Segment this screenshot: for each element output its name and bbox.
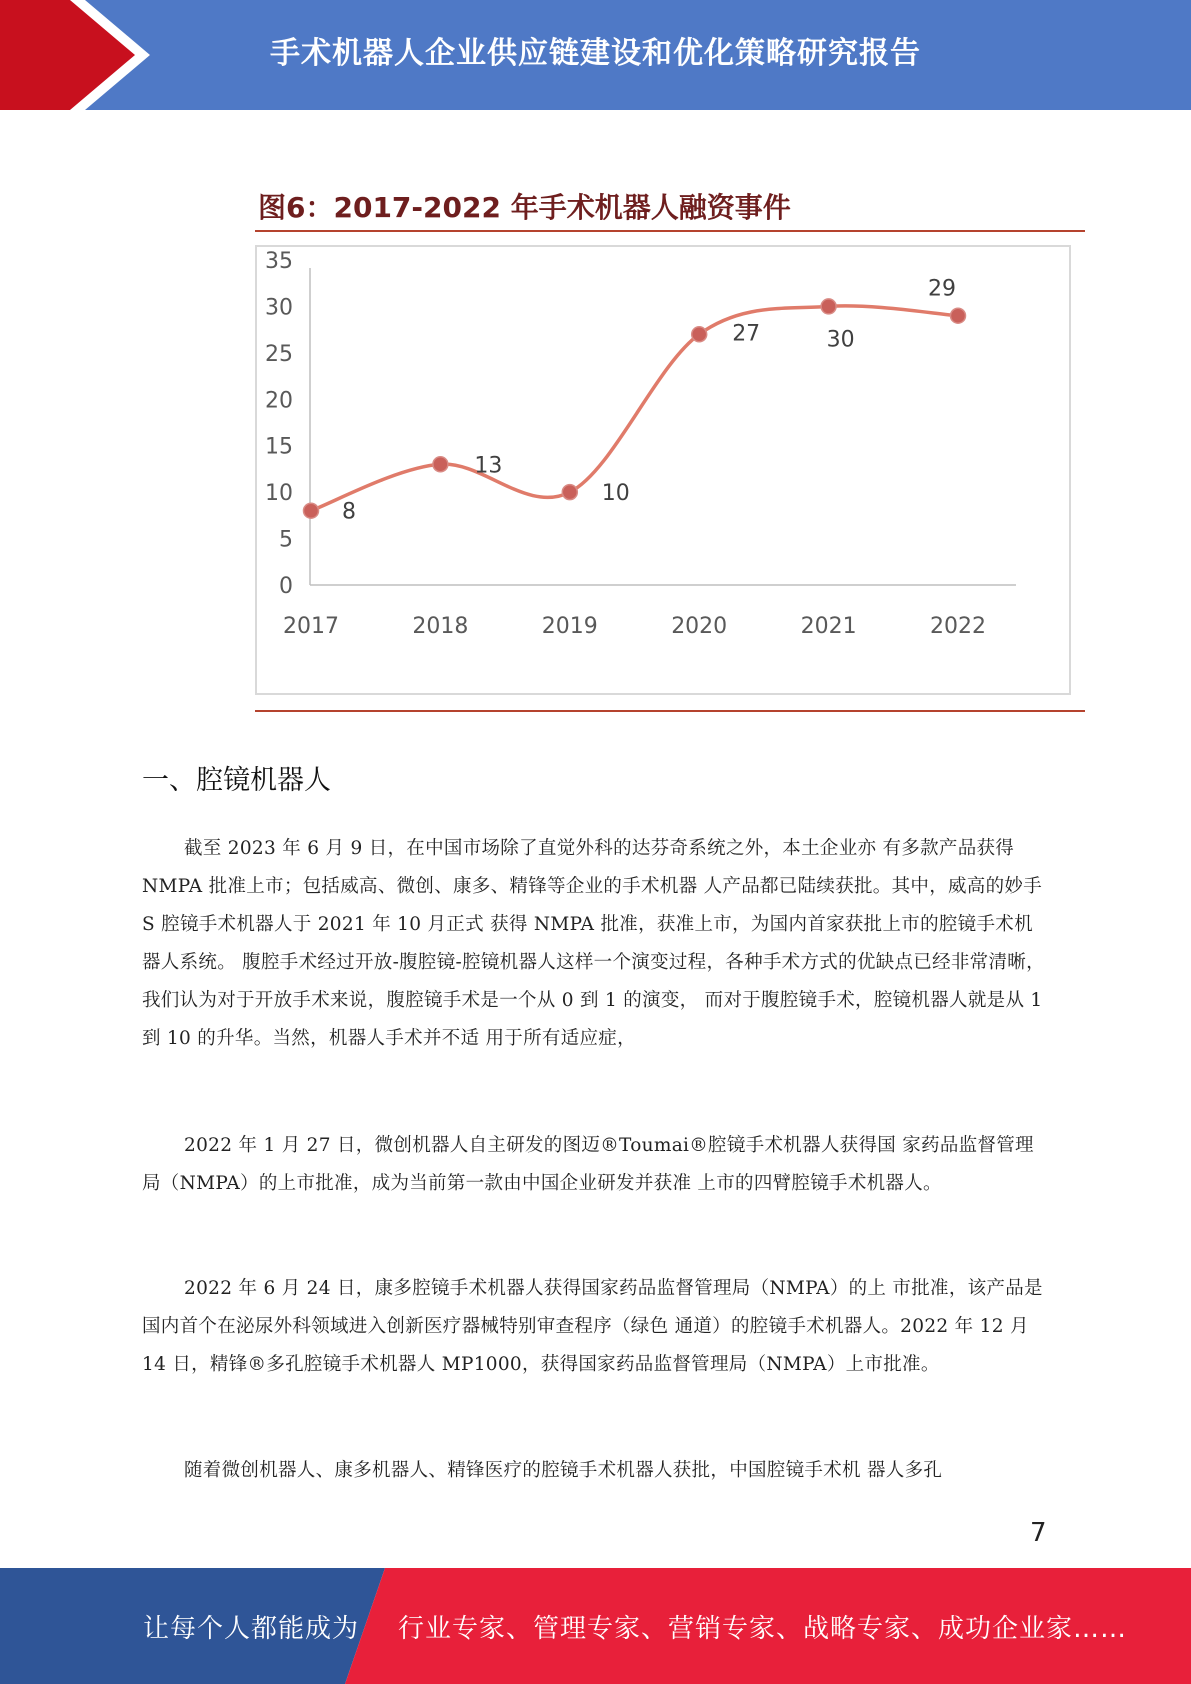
header-chevron-shape bbox=[0, 0, 170, 110]
paragraph-4: 随着微创机器人、康多机器人、精锋医疗的腔镜手术机器人获批，中国腔镜手术机 器人多孔 bbox=[184, 1460, 943, 1481]
data-label: 27 bbox=[732, 321, 761, 347]
x-tick-label: 2018 bbox=[412, 614, 469, 639]
x-tick-label: 2020 bbox=[671, 614, 728, 639]
figure-title: 图6：2017-2022 年手术机器人融资事件 bbox=[258, 191, 791, 224]
line-chart bbox=[257, 247, 1069, 693]
figure-bottom-rule bbox=[255, 710, 1085, 712]
section-title: 一、腔镜机器人 bbox=[142, 765, 331, 796]
data-label: 8 bbox=[342, 499, 356, 525]
paragraph-1: 截至 2023 年 6 月 9 日，在中国市场除了直觉外科的达芬奇系统之外，本土企业亦 有多款产品获得 NMPA 批准上市；包括威高、微创、康多、精锋等企业的手术机器 人产品都已陆续获批。其中，威高的妙手 S 腔镜手术机器人于 2021 年 10 月正式 获得 NMPA 批准，获准上市，为国内首家获批上市的腔镜手术机器人系统。 腹腔手术经过开放-腹腔镜-腔镜机器人这样一个演变过程，各种手术方式的优缺点已经非常清晰，我们认为对于开放手术来说，腹腔镜手术是一个从 0 到 1 的演变， 而对于腹腔镜手术，腔镜机器人就是从 1 到 10 的升华。当然，机器人手术并不适 用于所有适应症， bbox=[142, 838, 1045, 1049]
data-point bbox=[304, 503, 319, 518]
y-tick-label: 10 bbox=[265, 481, 293, 507]
paragraph-2: 2022 年 1 月 27 日，微创机器人自主研发的图迈®Toumai®腔镜手术机器人获得国 家药品监督管理局（NMPA）的上市批准，成为当前第一款由中国企业研发并获准 上市的四臂腔镜手术机器人。 bbox=[142, 1135, 1034, 1194]
footer-slogan-left: 让每个人都能成为 bbox=[143, 1614, 360, 1644]
data-point bbox=[821, 299, 836, 314]
footer-slogan-right: 行业专家、管理专家、营销专家、战略专家、成功企业家…… bbox=[398, 1614, 1128, 1644]
series-line bbox=[311, 306, 958, 511]
x-tick-label: 2017 bbox=[283, 614, 339, 639]
y-tick-label: 35 bbox=[265, 249, 293, 274]
data-label: 29 bbox=[928, 276, 956, 302]
y-tick-label: 30 bbox=[265, 295, 293, 321]
page-header bbox=[0, 0, 1191, 110]
data-label: 30 bbox=[826, 327, 855, 353]
y-tick-label: 15 bbox=[265, 434, 293, 460]
x-tick-label: 2019 bbox=[541, 614, 598, 639]
report-title: 手术机器人企业供应链建设和优化策略研究报告 bbox=[270, 36, 921, 71]
y-tick-label: 25 bbox=[265, 341, 293, 367]
data-point bbox=[692, 327, 707, 342]
page-number: 7 bbox=[1030, 1518, 1047, 1548]
data-label: 10 bbox=[601, 481, 630, 507]
figure-top-rule bbox=[255, 230, 1085, 232]
data-point bbox=[951, 308, 966, 323]
chart-frame bbox=[255, 245, 1071, 695]
y-tick-label: 0 bbox=[279, 574, 293, 599]
page-footer bbox=[0, 1568, 1191, 1684]
paragraph-3: 2022 年 6 月 24 日，康多腔镜手术机器人获得国家药品监督管理局（NMPA）的上 市批准，该产品是国内首个在泌尿外科领域进入创新医疗器械特别审查程序（绿色 通道）的腔镜手术机器人。2022 年 12 月 14 日，精锋®多孔腔镜手术机器人 MP1000，获得国家药品监督管理局（NMPA）上市批准。 bbox=[142, 1278, 1043, 1375]
data-label: 13 bbox=[474, 453, 503, 479]
x-tick-label: 2021 bbox=[800, 614, 857, 639]
data-point bbox=[562, 485, 577, 500]
x-tick-label: 2022 bbox=[930, 614, 986, 639]
y-tick-label: 20 bbox=[265, 388, 293, 414]
data-point bbox=[433, 457, 448, 472]
y-tick-label: 5 bbox=[279, 527, 293, 553]
